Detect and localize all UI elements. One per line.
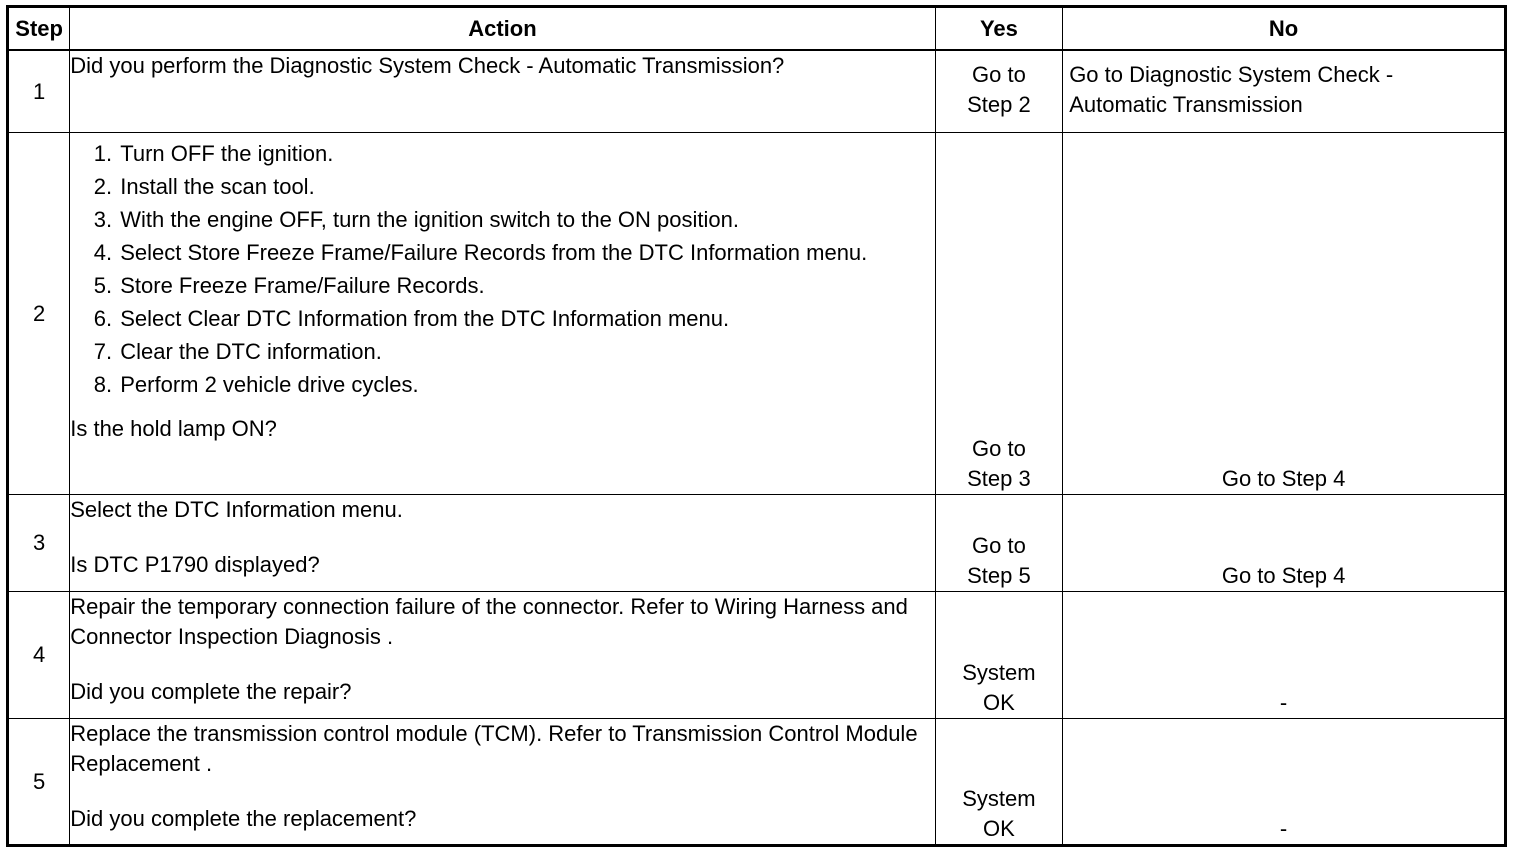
diagnostic-table xyxy=(6,5,1507,847)
yes-line2: Step 5 xyxy=(967,563,1031,588)
action-text: Did you perform the Diagnostic System Check - Automatic Transmission? xyxy=(70,53,785,78)
yes-cell xyxy=(935,495,1063,592)
no-cell: - xyxy=(1063,592,1506,719)
list-item: 6. Select Clear DTC Information from the DTC Information menu. xyxy=(118,304,934,334)
no-line1: Go to Diagnostic System Check - xyxy=(1069,62,1394,87)
yes-line2: Step 3 xyxy=(967,466,1031,491)
action-cell xyxy=(70,719,935,846)
table-row xyxy=(8,133,1506,495)
action-cell xyxy=(70,133,935,495)
yes-line2: OK xyxy=(983,690,1015,715)
yes-line1: Go to xyxy=(972,533,1026,558)
yes-line1: System xyxy=(962,786,1036,811)
action-cell xyxy=(70,495,935,592)
yes-line2: Step 2 xyxy=(967,92,1031,117)
header-no: No xyxy=(1063,7,1506,51)
action-question: Did you complete the replacement? xyxy=(70,806,417,831)
step-number: 4 xyxy=(8,592,70,719)
list-item: 5. Store Freeze Frame/Failure Records. xyxy=(118,271,934,301)
yes-line1: Go to xyxy=(972,436,1026,461)
action-question: Is DTC P1790 displayed? xyxy=(70,552,320,577)
action-step-list xyxy=(70,139,934,400)
action-text: Replace the transmission control module (TCM). Refer to Transmission Control Module Replacement . xyxy=(70,721,918,776)
action-text: Repair the temporary connection failure of the connector. Refer to Wiring Harness and Connector Inspection Diagnosis . xyxy=(70,594,908,649)
no-cell: Go to Step 4 xyxy=(1063,495,1506,592)
step-number: 5 xyxy=(8,719,70,846)
list-item: 8. Perform 2 vehicle drive cycles. xyxy=(118,370,934,400)
yes-cell xyxy=(935,50,1063,133)
yes-line1: System xyxy=(962,660,1036,685)
yes-line2: OK xyxy=(983,816,1015,841)
diagnostic-table-container xyxy=(6,5,1507,847)
action-text: Select the DTC Information menu. xyxy=(70,497,403,522)
action-cell xyxy=(70,50,935,133)
yes-cell xyxy=(935,133,1063,495)
header-yes: Yes xyxy=(935,7,1063,51)
header-step: Step xyxy=(8,7,70,51)
no-cell: - xyxy=(1063,719,1506,846)
no-cell: Go to Step 4 xyxy=(1063,133,1506,495)
table-row xyxy=(8,50,1506,133)
no-cell xyxy=(1063,50,1506,133)
yes-cell xyxy=(935,592,1063,719)
step-number: 1 xyxy=(8,50,70,133)
list-item: 2. Install the scan tool. xyxy=(118,172,934,202)
table-row xyxy=(8,719,1506,846)
list-item: 1. Turn OFF the ignition. xyxy=(118,139,934,169)
list-item: 4. Select Store Freeze Frame/Failure Records from the DTC Information menu. xyxy=(118,238,934,268)
table-row xyxy=(8,592,1506,719)
list-item: 7. Clear the DTC information. xyxy=(118,337,934,367)
yes-line1: Go to xyxy=(972,62,1026,87)
list-item: 3. With the engine OFF, turn the ignition switch to the ON position. xyxy=(118,205,934,235)
step-number: 3 xyxy=(8,495,70,592)
step-number: 2 xyxy=(8,133,70,495)
table-row xyxy=(8,495,1506,592)
table-header-row xyxy=(8,7,1506,51)
action-question: Did you complete the repair? xyxy=(70,679,352,704)
no-line2: Automatic Transmission xyxy=(1069,92,1303,117)
action-question: Is the hold lamp ON? xyxy=(70,416,277,441)
action-cell xyxy=(70,592,935,719)
yes-cell xyxy=(935,719,1063,846)
header-action: Action xyxy=(70,7,935,51)
